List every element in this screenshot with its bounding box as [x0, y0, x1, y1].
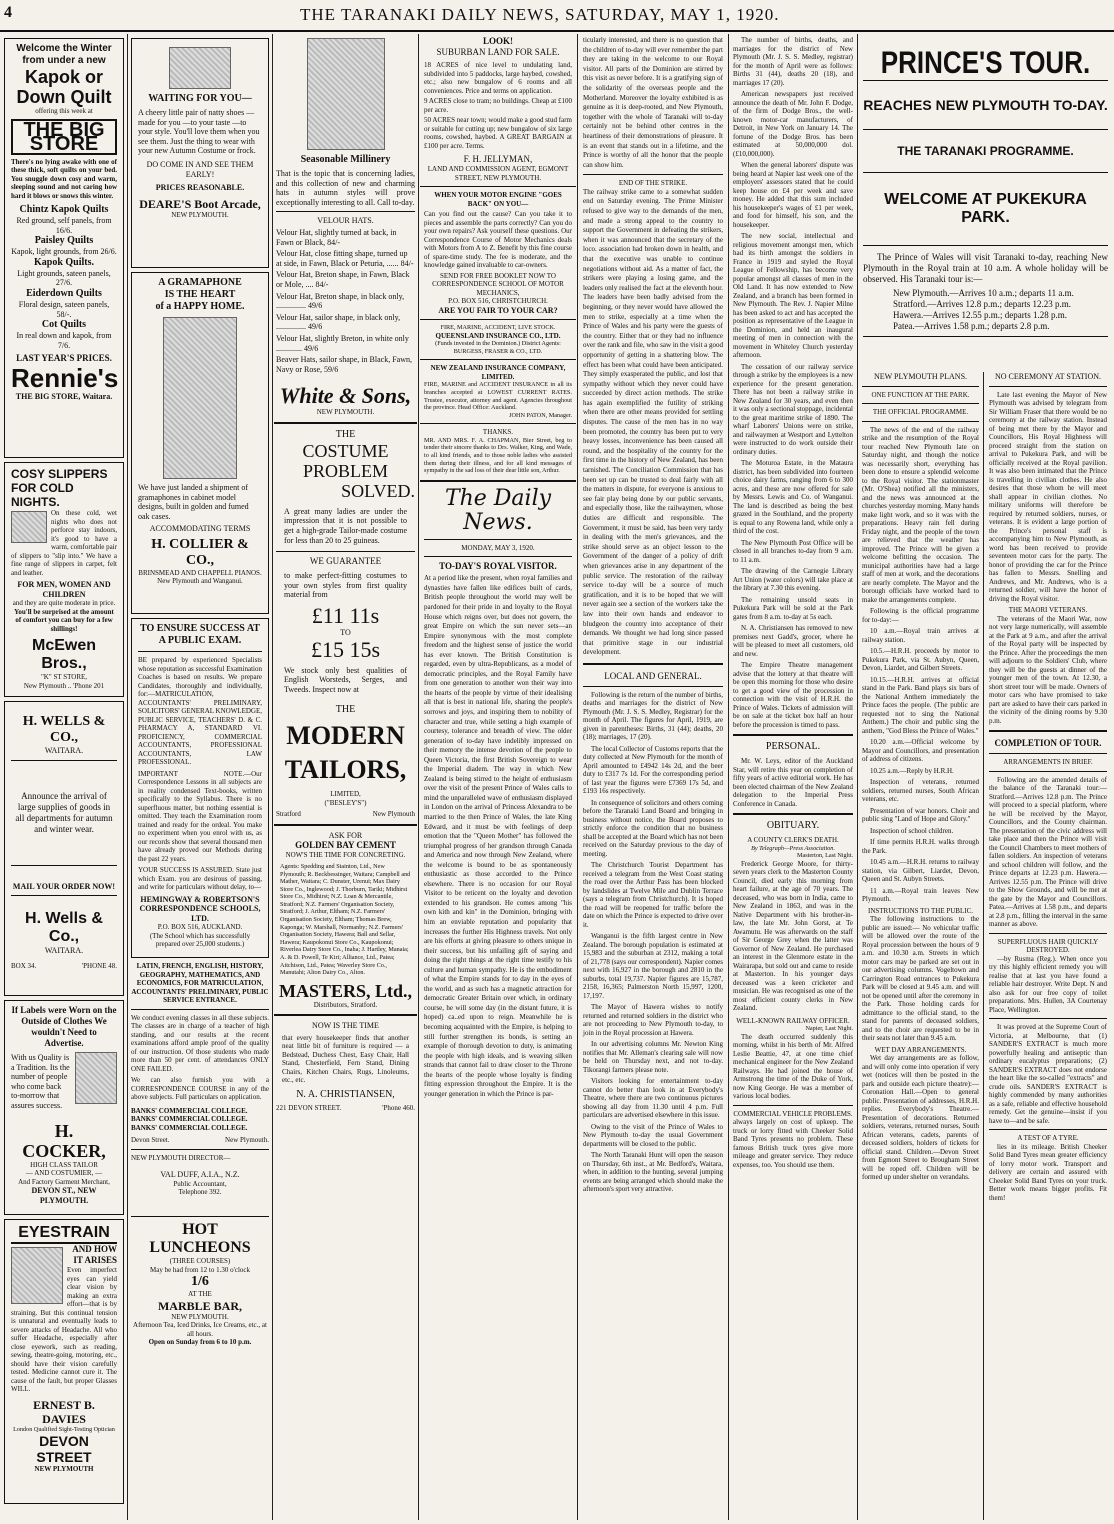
notice-body: MR. AND MRS. F. A. CHAPMAN, Bier Street, beg to tender their sincere thanks to Drs. Walker, King, and Wade, to all kind friends, and to those noble ladies who assisted them during their illness, and for all kind messages of sympathy in the sad loss of their dear little son, Arthur.: [424, 436, 572, 475]
ad-body: Even imperfect eyes can yield clear vision by making an extra effort—that is by straining. But this continual tension is unnatural and eventually leads to severe attacks of Headache. All who suffer Headache, especially after close eyework, such as reading, sewing, theatre-going, motoring, etc., should have their vision carefully tested. Medicine cannot cure it. The cause of the fault, but proper Glasses WILL.: [11, 1266, 117, 1393]
ad-heading: LOOK!: [482, 36, 513, 46]
news-item: The New Plymouth Post Office will be closed in all branches to-day from 9 a.m. to 11 a.m.: [733, 538, 853, 564]
ad-item: Kapok Quilts.: [33, 256, 95, 268]
ad-line: FOR MEN, WOMEN AND CHILDREN: [17, 580, 111, 599]
ad-line: LAND AND COMMISSION AGENT, EGMONT STREET, NEW PLYMOUTH.: [427, 165, 569, 182]
article-subheading: INSTRUCTIONS TO THE PUBLIC.: [867, 906, 973, 915]
notice-heading: THANKS.: [482, 428, 514, 437]
ad-line: BANKS' COMMERCIAL COLLEGE.: [131, 1106, 248, 1115]
article-heading: OBITUARY.: [766, 820, 820, 831]
ad-heading: HOT LUNCHEONS: [149, 1221, 251, 1256]
ad-heading: THE: [335, 704, 356, 716]
news-item: When the general laborers' dispute was being heard at Napier last week one of the employers' assessors stated that he could keep house on £4 per week and save money. He added that this sum included his housekeeper's wages of £1 per week, and food for himself, his son, and the housekeeper.: [733, 161, 853, 229]
ad-line: Devon Street.: [131, 1136, 170, 1144]
ad-line: (The School which has successfully prepared over 25,000 students.): [149, 931, 251, 949]
ad-heading: WE GUARANTEE: [309, 556, 382, 567]
ad-heading: A TEST OF A TYRE.: [1017, 1134, 1079, 1143]
price-item: Velour Hat, close fitting shape, turned up at side, in Fawn, Black or Peturia, ...... 84/-: [276, 249, 414, 268]
ad-heading: Down Quilt: [16, 87, 112, 107]
princes-tour-article: [863, 44, 1108, 337]
programme-item: Inspection of veterans, returned soldiers, returned nurses, South African veterans, etc.: [862, 778, 979, 804]
ad-body: that every housekeeper finds that another neat little bit of furniture is required — a Bedstead, Duchess Chest, Easy Chair, Hall Stand, Chesterfield, Fern Stand, Dining Chairs, Kitchen Chairs, Rugs, Linoleums, etc., etc.: [282, 1033, 409, 1085]
news-item: The drawing of the Carnegie Library Art Union (water colors) will take place at the library at 7.30 this evening.: [733, 567, 853, 592]
ad-line: ACCOMMODATING TERMS: [149, 524, 251, 534]
ad-line: DEVON STREET: [36, 1433, 92, 1466]
ad-body: Afternoon Tea, Iced Drinks, Ice Creams, etc., at all hours.: [133, 1321, 267, 1338]
lady-hat-illustration: [307, 38, 385, 150]
article-headline: PRINCE'S TOUR.: [880, 44, 1091, 80]
slippers-ad: [4, 462, 124, 697]
news-column: [733, 36, 853, 1169]
ad-heading: TAILORS,: [284, 755, 407, 785]
article-body: Late last evening the Mayor of New Plymouth was advised by telegram from Sir William Fraser that there would be no ceremony at the railway station. Instead of being met there by the Mayor and Councillors, His Royal Highness will proceed straight from the station on arrival to Pukekura Park, and will be officially received at the Royal pavilion. It was also been intimated that the Prince is travelling in civilian clothes. He also desires that those whom he will meet shall appear in civilian clothes. No military uniforms will therefore be required by returned soldiers, nurses, or veterans. It is evident a large portion of the Prince's personal staff is accompanying him to New Plymouth, as word has been received to provide seventeen motor cars for the party. The honor of providing the car for the Prince has fallen to Messrs. Snelling and Andrews, and Mr. Andrews, who is a returned soldier, will have the honor of driving the Royal visitor.: [989, 390, 1107, 603]
programme-item: 10 a.m.—Royal train arrives at railway station.: [862, 627, 979, 644]
article-body: Following is the official programme for to-day:—: [862, 607, 979, 624]
article-dateline: Napier, Last Night.: [805, 1025, 853, 1033]
article-body: The railway strike came to a somewhat sudden end on Saturday evening. The Prime Minister refused to give way to the demands of the men, and made a strong appeal to the country to support the Government in defeating the strikers, when it was announced that the secretary of the loco. association had broken down in health, and that the executive was unable to continue negotiations without aid. As a matter of fact, the strikers were playing a losing game, and the leaders only realised the fact at the eleventh hour. The leaders have been badly advised from the beginning, or they never would have allowed the men to strike, especially at a time when the Prince of Wales and his party were the guests of the country. Either that or they had no influence over the rank and file, who saw in the visit a good opportunity of getting in a shattering blow. The effect has been what could have been anticipated. They simply exasperated the public, and lost that sympathy without which they never could have succeeded by direct action methods. The strike has again exemplified the futility of striking when there are other means provided for settling disputes. The cause of the men has in no way been promoted, the country has been put to very heavy losses, inconvenience has been caused all round, and the hospitality of the country for the first time in the history of New Zealand, has been tarnished. The Conciliation Commission that has been set up can be trusted to deal fairly with all the matters in dispute, for everyone is anxious to see fair play being done by our public servants, and especially those, like the railwaymen, whose duties are difficult and responsible. The Government, it must be said, has been very tardy in dealing with the men's grievances, and the strike should serve as an object lesson to the Government of the danger of a policy of drift when grievances arise in any department of the public service. The restoration of the railway service to-day will be a source of much gratification, and it is to be hoped that we will never again see a section of the workers take the law into their own hands and endeavor to bludgeon the country into acceptance of their demands. We thought we had long since passed that primitive stage in our industrial development.: [583, 187, 723, 657]
news-item: The North Taranaki Hunt will open the season on Thursday, 6th inst., at Mr. Bedford's, Waitara, when, in addition to the hunting, several jumping events are being arranged which should make the afternoon's sport very attractive.: [583, 1151, 723, 1194]
ad-line: THE BIG STORE, Waitara.: [15, 392, 113, 402]
news-item: Following is the return of the number of births, deaths and marriages for the district of New Plymouth (Mr. J. S. S. Medley, Registrar) for the month of April. The figures for April, 1919, are given in parentheses: Births, 31 (44); deaths, 20 (18); marriages, 17 (20).: [583, 690, 724, 742]
price: £11 11s: [311, 602, 380, 628]
ad-item: 9 ACRES close to tram; no buildings. Cheap at £100 per acre.: [424, 97, 572, 114]
ad-line: Stratford: [276, 810, 301, 819]
ad-heading: Kapok or: [24, 67, 103, 87]
ad-line: BANKS' COMMERCIAL COLLEGE.: [131, 1115, 248, 1123]
article-headline: REACHES NEW PLYMOUTH TO-DAY.: [863, 97, 1108, 113]
tailor-illustration: [75, 1052, 117, 1104]
masters-cement-ad: [276, 831, 415, 1010]
ad-heading: SUPERFLUOUS HAIR QUICKLY DESTROYED.: [997, 937, 1099, 955]
banks-college-ad: [131, 962, 269, 1212]
column-rule: [418, 34, 419, 1520]
column-4: [420, 34, 576, 1520]
programme-item: 10.20 a.m.—Official welcome by Mayor and Councillors, and presentation of address of citizens.: [862, 738, 979, 764]
ad-heading: ARE YOU FAIR TO YOUR CAR?: [438, 305, 558, 315]
ad-line: Open on Sunday from 6 to 10 p.m.: [148, 1338, 252, 1346]
tour-time: Stratford.—Arrives 12.8 p.m.; departs 12.23 p.m.: [893, 299, 1071, 309]
ad-line: 'Phone 460.: [382, 1103, 415, 1112]
ad-heading: ERNEST B. DAVIES: [33, 1397, 95, 1426]
ad-line: FIRE, MARINE, ACCIDENT, LIVE STOCK.: [440, 324, 556, 332]
eye-illustration: [11, 1247, 63, 1304]
ad-body: Announce the arrival of large supplies of goods in all departments for autumn and winter wear.: [15, 790, 113, 834]
ad-heading: QUEENSLAND INSURANCE CO., LTD.: [435, 331, 561, 340]
column-rule: [272, 34, 273, 1520]
ad-body: always largely on cost of upkeep. The truck or lorry fitted with Cheeker Solid Band Tyres presents no problem. These famous British truck tyres give more mileage and greater service. They reduce expenses, too. You should use them.: [733, 1118, 853, 1169]
ad-body: That is the topic that is concerning ladies, and this collection of new and charming hats in autumn styles will prove exceptionally interesting to all. Call to-day.: [276, 169, 415, 207]
ad-heading: WAITING FOR YOU—: [148, 93, 252, 104]
ad-heading: H. COCKER,: [22, 1120, 106, 1161]
ad-heading: NEW ZEALAND INSURANCE COMPANY, LIMITED.: [430, 364, 566, 381]
price-item: Velour Hat, slightly turned at back, in Fawn or Black, 84/-: [276, 227, 397, 247]
ad-body: We conduct evening classes in all these subjects. The classes are in charge of a teacher of high standing, and our results at the recent examinations afford ample proof of the quality of our instruction. Of those students who made more than 50 per cent. of attendances ONLY ONE FAILED.: [131, 1013, 269, 1073]
ad-line: Public Accountant,: [173, 1179, 227, 1188]
eyestrain-ad: [4, 1219, 124, 1504]
news-item: Owing to the visit of the Prince of Wales to New Plymouth to-day the usual Government departments will be closed to the public.: [583, 1122, 723, 1148]
ad-line: NEW PLYMOUTH.: [171, 210, 229, 219]
news-item: In our advertising columns Mr. Newton King notifies that Mr. Alleman's clearing sale will now be held on Thursday next, and not to-day. Tikorangi farmers please note.: [583, 1040, 723, 1074]
ad-body: Can you find out the cause? Can you take it to pieces and assemble the parts correctly? Can you do your own repairs? Ask yourself these questions. Our Correspondence Course of Motor Mechanics deals with Motors from A to Z. Benefit by this fine course of spare-time study. The fee is moderate, and the knowledge gained invaluable to car-owners.: [424, 210, 572, 269]
column-6: [730, 34, 856, 1520]
ad-heading: TO ENSURE SUCCESS AT A PUBLIC EXAM.: [140, 623, 260, 646]
nz-insurance-ad: [424, 364, 572, 419]
ad-line: NEW PLYMOUTH.: [171, 1312, 229, 1321]
article-subheading: THE OFFICIAL PROGRAMME.: [872, 408, 969, 417]
ad-line: HIGH CLASS TAILOR: [30, 1160, 98, 1169]
news-item: The Empire Theatre management advise that the lottery at that theatre will be open this morning for those who desire to get a good view of the procession in connection with the visit of H.R.H. the Prince of Wales. Tickets of admission will be on sale at the ticket box half an hour before the procession is timed to pass.: [733, 661, 853, 729]
ad-body: A cheery little pair of natty shoes —made for you —to your taste —to your style. You'll love them when you see them. Just the thing to wear with your new Autumn Costume or frock.: [138, 108, 260, 156]
ad-line: 221 DEVON STREET.: [276, 1103, 342, 1112]
ad-heading: of a HAPPY HOME.: [155, 301, 245, 312]
article-subheading: WET DAY ARRANGEMENTS.: [874, 1045, 967, 1054]
ad-heading: H. COLLIER & CO.,: [151, 536, 249, 568]
news-item: The death occurred suddenly this morning, whilst in his berth of Mr. Alfred Leslie Beattie, 47, at one time chief mechanical engineer for the New Zealand Railways. He had joined the house of Armstrong the time of the Duke of York, now King George. He was a member of various local bodies.: [733, 1032, 853, 1101]
ad-heading: HEMINGWAY & ROBERTSON'S CORRESPONDENCE SCHOOLS, LTD.: [139, 894, 261, 923]
ad-body: lies in its mileage. British Cheeker Solid Band Tyres mean greater efficiency of lorry motor work. Transport and delivery are certain and assured with Cheeker Solid Band Tyres on your truck. Better work means bigger profits. Fit them!: [989, 1142, 1107, 1202]
column-rule: [127, 34, 128, 1520]
masthead: [0, 0, 1114, 32]
gramophone-illustration: [163, 317, 237, 479]
ad-line: Telephone 392.: [178, 1188, 222, 1197]
ad-line: AT THE: [188, 1290, 212, 1298]
ad-item: Paisley Quilts: [34, 235, 94, 247]
news-item: The remaining unsold seats in Pukekura Park will be sold at the Park gates from 8 a.m. to-day at 5s each.: [733, 595, 853, 621]
ad-line: DEVON ST., NEW PLYMOUTH.: [31, 1186, 97, 1205]
article-intro: The Prince of Wales will visit Taranaki to-day, reaching New Plymouth in the Royal train at 10 a.m. A whole holiday will be observed. His Taranaki tour is:—: [863, 252, 1108, 284]
ad-line: New Plymouth: [372, 810, 415, 819]
ad-item: Chintz Kapok Quilts: [19, 204, 109, 215]
ad-item-detail: In real down and kapok, from 7/6.: [16, 331, 112, 350]
column-1: [2, 34, 126, 1520]
ad-heading: F. H. JELLYMAN,: [463, 154, 533, 164]
column-rule: [983, 372, 984, 1520]
column-rule: [577, 34, 578, 1520]
ad-body: On these cold, wet nights who does not perforce stay indoors, it's good to have a warm, comfortable pair of slippers to "slip into." We have a fine range of slippers in carpet, felt and leather.: [11, 509, 117, 577]
editorial: [424, 487, 572, 1100]
kapok-quilt-ad: [4, 38, 124, 458]
column-5: [579, 34, 727, 1520]
new-plymouth-plans: [859, 372, 982, 1520]
programme-item: 10.45 a.m.—H.R.H. returns to railway station, via Gilbert, Liardet, Devon, Queen and St. Aubyn Streets.: [862, 858, 979, 884]
article-body: Following are the amended details of the balance of the Taranaki tour:— Stratford.—Arrives 12.8 p.m. The Prince will proceed to a special platform, where he will be received by the Mayor, Councillors, and the County chairman. The presentation of the civic address will take place and then the Prince will visit the Council Chambers to meet mothers of fallen soldiers. An inspection of veterans and school children will follow, and the Prince departs at 12.23 p.m. Hawera.—Arrives 12.55 p.m. The Prince will drive to the Show Grounds, and will be met at the gate by the Mayor and Councillors. Patea.—Arrives at 1.58 p.m., and departs at 2.8 p.m., filling the interval in the same manner as above.: [989, 775, 1107, 929]
ad-line: London Qualified Sight-Testing Optician: [13, 1425, 115, 1433]
ad-line: WAITARA.: [44, 746, 84, 755]
news-item: The local Collector of Customs reports that the duty collected at New Plymouth for the month of April amounted to £4942 14s 2d, and the beer duty to £317 7s 1d. For the corresponding period of last year the figures were £7369 17s 5d, and £193 16s respectively.: [583, 744, 723, 796]
ad-line: New Plymouth and Wanganui.: [157, 577, 243, 586]
programme-item: 11 a.m.—Royal train leaves New Plymouth.: [862, 886, 979, 904]
ad-line: NEW PLYMOUTH DIRECTOR—: [131, 1153, 231, 1162]
ad-line: and they are quite moderate in price.: [12, 599, 116, 608]
ad-body: IMPORTANT NOTE.—Our Correspondence Lessons in all subjects are in reality condensed Text-books, written specifically to the Syllabus. There is no superfluous matter, but nothing essential is omitted. They teach the Examination room trained and ready for the ordeal. You make no experiment when you enrol with us, as our records show that several thousand men have already proved our Methods during the past 22 years.: [138, 769, 262, 863]
ad-line: New Plymouth.: [225, 1136, 269, 1144]
article-subheading: WELL-KNOWN RAILWAY OFFICER.: [736, 1016, 850, 1025]
news-item: The cessation of our railway service through a strike by the employees is a new experience for the present generation. There has not been a railway strike in New Zealand for 30 years, and even then it was only a sectional stoppage, incidental to the great maritime strike of 1890. The wharf Laborers' Unions were on strike, and railwaymen at Westport and Lyttelton were instructed to do work outside their ordinary duties.: [733, 362, 853, 456]
modern-tailors-ad: [276, 429, 415, 819]
ad-heading: MODERN: [286, 721, 405, 751]
article-body: The veterans of the Maori War, now not very large numerically, will assemble at the Park at 9 a.m., and after the arrival of the Royal party will be inspected by the Prince. After the proceedings the men will adjourn to the Soldiers' Club, where they will be the guests at dinner of the younger men of the town. At 12.30, a short street tour will be made. Owners of motor cars who have promised to take part are asked to have their cars parked in the vicinity of the dining rooms by 9.30 p.m.: [989, 614, 1107, 725]
ad-body: We have just landed a shipment of gramaphones in cabinet model designs, built in golden and fumed oak cases.: [138, 483, 249, 521]
article-heading: END OF THE STRIKE.: [618, 179, 688, 188]
mcewen-logo: McEwen Bros.,: [31, 637, 96, 673]
news-item: In consequence of solicitors and others coming before the Taranaki Land Board and bringing in business without notice, the Board proposes to strictly enforce the condition that no business shall be accepted at the Board which has not been received on the Saturday previous to the day of meeting.: [583, 798, 723, 858]
ad-line: May be had from 12 to 1.30 o'clock: [149, 1265, 251, 1274]
programme-item: 10.15.—H.R.H. arrives at official stand in the Park. Band plays six bars of the National Anthem immediately the Prince faces the people. (The public are requested not to sing the National Anthem.) The choir and public sing the anthem, "God Bless the Prince of Wales.": [862, 675, 979, 735]
article-subheading: ONE FUNCTION AT THE PARK.: [871, 390, 970, 399]
ad-line: JOHN PATON, Manager.: [509, 411, 572, 419]
ad-item-detail: Light grounds, sateen panels, 27/6.: [17, 268, 111, 288]
land-sale-ad: [424, 36, 572, 182]
ad-body: BE prepared by experienced Specialists whose reputation as successful Examination Coaches is based on results. We prepare Candidates, thoroughly and individually, for:—MATRICULATION, ACCOUNTANTS' PRELIMINARY, SOLICITORS' GENERAL KNOWLEDGE, PUBLIC SERVICE, TEACHERS' D. & C. PHARMACY A, STANDARD VI. PROFICIENCY, COMMERCIAL ACCOUNTANTS, PROFESSIONAL ACCOUNTANTS, LAW PROFESSIONAL.: [138, 656, 262, 766]
programme-item: 10.25 a.m.—Reply by H.R.H.: [870, 766, 954, 775]
article-subheading: A COUNTY CLERK'S DEATH.: [747, 836, 839, 844]
ad-heading: IS THE HEART: [164, 289, 236, 300]
ad-line: 1/6: [191, 1274, 209, 1289]
news-item: Visitors looking for entertainment to-day cannot do better than look in at Everybody's Theatre, where there are two continuous pictures showing all day from 11.30 until 4 p.m. Full particulars are advertised elsewhere in this issue.: [583, 1077, 723, 1120]
ad-line: AND HOW IT ARISES: [72, 1244, 117, 1265]
tour-time: Patea.—Arrives 1.58 p.m.; departs 2.8 p.m.: [893, 321, 1050, 331]
shoe-illustration: [169, 47, 231, 89]
article-heading: TO-DAY'S ROYAL VISITOR.: [439, 561, 557, 572]
ad-heading: H. Wells & Co.,: [25, 910, 103, 946]
cocker-ad: [4, 1000, 124, 1215]
price-item: Velour Hat, sailor shape, in black only, ............... 49/6: [276, 312, 401, 332]
news-item: N. A. Christiansen has removed to new premises next Gadd's, grocer, where he will be pleased to meet all customers, old and new.: [733, 624, 853, 658]
ad-item-detail: Kapok, light grounds, from 26/6.: [11, 247, 117, 257]
programme-item: If time permits H.R.H. walks through the Park.: [862, 838, 979, 855]
ad-line: New Plymouth .. 'Phone 201: [23, 681, 105, 690]
price-item: Velour Hat, slightly Breton, in white only ............. 49/6: [276, 333, 409, 353]
ad-heading: THE: [335, 428, 356, 440]
ad-line: BOX 34.: [11, 961, 37, 970]
ad-heading: EYESTRAIN: [11, 1224, 117, 1244]
slipper-illustration: [11, 511, 47, 543]
ad-line: DO COME IN AND SEE THEM EARLY!: [146, 159, 254, 179]
christiansen-ad: [276, 1021, 415, 1112]
ad-heading: VAL DUFF, A.I.A., N.Z.: [160, 1170, 240, 1179]
programme-item: Presentation of war honors. Choir and public sing "Land of Hope and Glory.": [862, 806, 979, 824]
ad-heading: MARBLE BAR,: [157, 1298, 242, 1313]
ad-heading: MASTERS, Ltd.,: [278, 980, 413, 1001]
ad-body: to make perfect-fitting costumes to your own styles from first quality material from: [284, 571, 407, 600]
ad-heading: A GRAMAPHONE: [158, 277, 242, 288]
ad-heading: LATIN, FRENCH, ENGLISH, HISTORY, GEOGRAPHY, MATHEMATICS, AND ECONOMICS, FOR MATRICULATION, ACCOUNTANTS' PRELIMINARY, PUBLIC SERVICE ENTRANCE.: [131, 962, 269, 1004]
white-sons-millinery-ad: [276, 38, 415, 417]
ad-line: NEW PLYMOUTH: [34, 1465, 94, 1474]
article-subheading: COMPLETION OF TOUR.: [994, 738, 1102, 749]
ad-line: Welcome the Winter: [16, 43, 112, 54]
ad-body: With us Quality is a Tradition. Its the number of people who come back to-morrow that assures success.: [11, 1053, 70, 1110]
ad-heading: GOLDEN BAY CEMENT: [295, 840, 396, 851]
ad-heading: NOW IS THE TIME: [312, 1021, 379, 1031]
ad-heading: If Labels were Worn on the Outside of Clothes We wouldn't Need to Advertise.: [11, 1005, 117, 1048]
ad-line: WAITARA.: [44, 946, 84, 956]
article-body: At a period like the present, when royal families and dynasties have fallen like edifices built of cards, British people throughout the world may well be pardoned for their pride in and loyalty to the Royal House which reigns over, but does not govern, the great Empire on which the sun never sets—an Empire synonymous with the most complete freedom and the highest sense of justice the world has ever known. The British Constitution is regarded, even by ultra-Republicans, as a model of democratic principles, and the Royal Family have from one generation to another won their way into the hearts of the people by virtue of their idealising all that is best in national life, sharing the people's sorrows and joys, and inspiring them to nobility of character and true, while setting a high example of courtesy, tolerance and breadth of view. The older generation of to-day have indelibly impressed on their memory the intense devotion of the people to Queen Victoria, the first British Sovereign to wear the Imperial diadem. The way in which New Zealand is being stirred to the height of enthusiasm over the visit of the present Prince of Wales calls to mind the unparalleled wave of enthusiasm displayed in London on the arrival of Princess Alexandra to be married to the then Prince of Wales, the late King Edward, and it must be with feelings of deep emotion that the "Queen Mother" has followed the triumphal progress of her grandson through Canada and America and now through New Zealand, where the welcome is bound to be as spontaneously enthusiastic as those accorded to the Prince elsewhere. There is no occasion for our Royal Visitor to be reticent on the loyalty and devotion extended to his grandson. He comes among "his own kith and kin" in the Dominion, bringing with him an enviable reputation and popularity that increases the further His Highness travels. Not only are his efforts at giving pleasure to others unique in their success, but his unfailing gift of saying and doing the right things at the right time testify to his culture and human sympathy. He is the embodiment of what the Empire stands for to day in the eyes of the world, and as such has a magnetic attraction for democratic Greater Britain over which, in ordinary course, he will some day (in the distant future, it is hoped) ca..ed upon to reign. Meanwhile he is becoming acquainted with the Empire, is helping to still further strengthen its bonds, is setting an example of thorough devotion to duty, is animating the people with high ideals, and is weaving silken strands that cannot fail to draw closer to the Throne the hearts of the people whose loyalty is finding fitting expression throughout the Empire. It is the younger generation in which the Prince is par-: [424, 574, 572, 1098]
ad-line: ASK FOR: [328, 830, 363, 840]
news-item: The Mayor of Hawera wishes to notify returned and returned soldiers in the district who are not proceeding to New Plymouth to-day, to join in the Royal procession at Hawera.: [583, 1003, 723, 1037]
ad-heading: PROBLEM: [302, 460, 389, 481]
article-body: Wet day arrangements are as follow, and will only come into operation if very wet (notices will then be posted in the park and outside each picture theatre):— Coronation Hall.—Open to general public. Presentation of addresses, H.R.H. replies. Everybody's Theatre.—Presentation of decorations. Returned soldiers, veterans, returned nurses, South African veterans, cadets, parents of deceased soldiers, holders of tickets for official stand. Children.—Devon Street from Egmont Street to Brougham Street will be roped off. Children will be formed up under shelter on verandahs.: [862, 1054, 979, 1182]
news-item: Mr. W. Leys, editor of the Auckland Star, will retire this year on completion of fifty years of active editorial work. He has been elected chairman of the New Zealand delegation to the Imperial Press Conference in Canada.: [733, 757, 853, 808]
article-subheading: NO CEREMONY AT STATION.: [994, 372, 1102, 381]
article-heading: PERSONAL.: [765, 741, 821, 752]
ad-line: (THREE COURSES): [169, 1257, 231, 1265]
ad-item: Eiderdown Quilts: [26, 287, 102, 299]
column-2: [129, 34, 271, 1520]
price-item: Beaver Hats, sailor shape, in Black, Fawn, Navy or Rose, 59/6: [276, 355, 412, 374]
ad-heading: COSY SLIPPERS FOR COLD NIGHTS.: [11, 467, 108, 509]
article-heading: LOCAL AND GENERAL.: [604, 670, 702, 681]
article-headline: WELCOME AT PUKEKURA PARK.: [884, 191, 1087, 226]
article-body: The following instructions to the public are issued:— No vehicular traffic will be allowed over the route of the Royal procession between the hours of 9 a.m. and 10.30 a.m. Streets in which motor cars may be parked are set out in our advertising columns. Vogeltown and Carrington Road entrances to Pukekura Park will be closed at 9.45 a.m. and will not be opened until after the ceremony in the Park. Those holding cards for admittance to the official stand, to the stand for parents of deceased soldiers, and to the choir are requested to be in their seats not later than 9.45 a.m.: [862, 915, 979, 1043]
exam-coaching-ad: [131, 618, 269, 958]
news-item: Frederick George Moore, for thirty-seven years clerk to the Masterton County Council, died early this morning from heart failure, at the age of 70 years. The deceased, who was born in India, came to New Zealand in 1863, and was in the Native Department with his brother-in-law, the late Mr. John Gorst, at Te Awamutu. He was afterwards on the staff of Sir George Grey when the latter was Governor of New Zealand. He purchased an interest in the Glenmore estate in the Wairarapa, but sold out and came to reside at Masterton. In his younger days deceased was a keen cricketer and musician. He was recognised as one of the most efficient county clerks in New Zealand.: [733, 859, 853, 1013]
ad-item-detail: Floral design, sateen panels, 58/-.: [18, 299, 110, 319]
ad-heading: WHEN YOUR MOTOR ENGINE "GOES BACK" ON YOU—: [434, 191, 562, 208]
ad-line: BANKS' COMMERCIAL COLLEGE.: [131, 1123, 248, 1132]
ad-line: P.O. BOX 516, AUCKLAND.: [157, 923, 243, 932]
collier-gramophone-ad: [131, 272, 269, 614]
article-body: The news of the end of the railway strike and the resumption of the Royal tour reached New Plymouth late on Saturday night, and though the notice was necessarily short, everything has been done to ensure a splendid welcome to the Royal visitor. The stationmaster (Mr. O'Shea) notified all the ministers, and the news was announced at the churches yesterday morning. Many hands make light work, and so it was with the preparations. Heavy rain fell during Friday night, and the people of the town are relieved that the weather has improved. The Prince will be given a welcome befitting the occasion. The municipal authorities have had a large staff of men at work, and the decorations are nearly complete. The Mayor and the borough officials have worked hard to make the arrangements complete.: [862, 425, 979, 604]
news-item: The new social, intellectual and religious movement amongst men, which had its birth amongst the soldiers in France in 1919 and styled the Royal League of Fellowship, has become very popular amongst all classes of men in the Old Land. It has now extended to New Zealand, and a branch has been formed in New Plymouth. The Rev. J. Napier Milne has been asked to act and has accepted the position as representative of the League in the Dominion, and held an inaugural meeting of men in connection with the movement in Whiteley Church yesterday afternoon.: [733, 232, 853, 359]
article-headline: THE TARANAKI PROGRAMME.: [897, 144, 1074, 158]
article-subheading: ARRANGEMENTS IN BRIEF.: [1003, 758, 1093, 767]
programme-item: Inspection of school children.: [870, 826, 954, 835]
ad-body: —by Rusma (Reg.). When once you try this highly efficient remedy you will realise that at last you have found a reliable hair destroyer. Write Dept. N and also ask for our free copy of toilet preparations. Mrs. Hullen, 3A Courtenay Place, Wellington.: [989, 954, 1107, 1014]
ad-heading: COMMERCIAL VEHICLE PROBLEMS.: [733, 1109, 853, 1118]
ad-heading: VELOUR HATS.: [317, 216, 374, 226]
ad-body: It was proved at the Supreme Court of Victoria, at Melbourne, that (1) SANDER'S EXTRACT is much more powerfully healing and antiseptic than ordinary eucalyptus preparations; (2) SANDER'S EXTRACT does not endorse the heart like the so-called "extracts" and crude oils. SANDER'S EXTRACT is highly commended by many authorities as a safe, reliable and effective household remedy. Get the genuine—insist if you have to—and be safe.: [989, 1023, 1107, 1125]
newspaper-title: THE TARANAKI DAILY NEWS, SATURDAY, MAY 1, 1920.: [300, 5, 780, 24]
ad-line: And Factory Garment Merchant,: [18, 1177, 110, 1186]
column-3: [274, 34, 417, 1520]
ad-body: We can also furnish you with a CORRESPONDENCE COURSE in any of the above subjects. Full particulars on application.: [131, 1076, 269, 1101]
page-number: 4: [4, 4, 12, 21]
ad-line: BURGESS, FRASER & CO., LTD.: [453, 347, 543, 355]
ad-item: Cot Quilts: [41, 319, 87, 331]
article-subheading: THE MAORI VETERANS.: [1008, 606, 1088, 615]
programme-item: 10.5.—H.R.H. proceeds by motor to Pukekura Park, via St. Aubyn, Queen, Devon, Liardet, and Gilbert Streets.: [862, 647, 979, 673]
tour-time: New Plymouth.—Arrives 10 a.m.; departs 11 a.m.: [893, 288, 1074, 298]
queensland-insurance-ad: [424, 324, 572, 355]
ad-line: LIMITED,: [330, 790, 361, 799]
ad-heading: COSTUME: [302, 440, 389, 461]
news-item: Wanganui is the fifth largest centre in New Zealand. The borough population is estimated at 15,983 and the suburban at 2312, making a total of 21,778 (says our correspondent). Napier comes next with 16,927 in the borough and 2810 in the suburbs, total 19,737. Napier figures are 15,787, 2158, 16,365; Palmerston North 15,997, 1200, 17,197.: [583, 932, 723, 1000]
article-body: ticularly interested, and there is no question that the children of to-day will ever remember the part they are taking in the welcome to our Royal visitor. All parts of the Dominion are stirred by this visit as never before. It is a gratifying sign of the solidarity of the overseas people and the Motherland. Moreover the loyalty exhibited is as genuine as it is deep-rooted, and New Plymouth, together with the whole of Taranaki will to-day certainly not be behind other centres in the heartiness of their demonstrations of pleasure. It is an event that stands out in a lifetime, and the Prince is worthy of all the honor that the people can show him.: [583, 36, 723, 169]
thanks-notice: [424, 428, 572, 474]
ad-line: 'PHONE 48.: [81, 961, 117, 970]
ad-heading: DEARE'S Boot Arcade,: [139, 196, 261, 211]
agent-list: Agents: Spedding and Stainton, Ltd., New Plymouth; R. Beckbessinger, Waitara; Campbell and Mather, Waitara; C. Dunster, Urenui; Max Dairy Store Co., Inglewood; J. Thorburn, Tariki; Midhirst Store Co., Midhirst; N.Z. Loan & Mercantile, Stratford; N.Z. Farmers' Organisation Society, Stratford; J. Arthur, Eltham; N.Z. Farmers' Organisation Society, Eltham; Thomas Brew, Kaponga; W. Marshall, Normanby; N.Z. Farmers' Organisation Society, Hawera; Ball and Sellar, Hawera; Kaupokonui Store Co., Kaupokonui; Riverlea Dairy Store Co., Inaha; J. Hartley, Manaia; A. & D. Powell, Te Kiri; Alliance, Ltd., Patea; Aitchison, Ltd., Patea; Waverley Store Co., Manutahi; Alton Dairy Co., Alton.: [280, 862, 411, 977]
news-item: The Christchurch Tourist Department has received a telegram from the West Coast stating the road over the Arthur Pass has been blocked by landslides at Twelve Mile and Dublin Terrace (says a telegram from Christchurch). It is hoped the road will be reopened for traffic before the date on which the Prince is expected to drive over it.: [583, 861, 723, 929]
ad-body: There's no lying awake with one of these thick, soft quilts on your bed. You snuggle down cosy and warm, sleeping sound and not caring how hard it blows or snows this winter.: [11, 157, 117, 200]
paper-nameplate: The Daily News.: [444, 485, 552, 535]
ad-line: You'll be surprised at the amount of comfort you can buy for a few shillings!: [14, 607, 114, 633]
price: £15 15s: [310, 636, 381, 662]
ad-item: 18 ACRES of nice level to undulating land, subdivided into 5 paddocks, large haybed, cowshed, etc.; also new bungalow of 6 rooms and all conveniences. Price and terms on application.: [424, 61, 572, 95]
article-subheading: NEW PLYMOUTH PLANS.: [873, 372, 968, 381]
ad-line: offering this week at: [35, 107, 93, 115]
ad-line: (Funds invested in the Dominion.) District Agents:: [435, 340, 561, 348]
ad-line: ("BESLEY'S"): [324, 798, 367, 807]
rennies-logo: Rennie's: [11, 363, 119, 394]
ad-heading: H. WELLS & CO.,: [22, 714, 106, 745]
ad-line: from under a new: [22, 55, 106, 66]
ad-line: NEW PLYMOUTH.: [316, 408, 375, 417]
ad-line: P.O. BOX 516, CHRISTCHURCH.: [448, 297, 548, 305]
big-store-logo: THE BIG STORE: [11, 119, 117, 155]
column-rule: [728, 34, 729, 1520]
editorial-date: MONDAY, MAY 3, 1920.: [461, 543, 535, 552]
wells-ad: [4, 701, 124, 996]
station-news: [986, 372, 1110, 1520]
ad-line: PRICES REASONABLE.: [155, 183, 245, 193]
tour-time: Hawera.—Arrives 12.55 p.m.; departs 1.28 p.m.: [893, 310, 1067, 320]
ad-line: "K" ST STORE,: [40, 673, 88, 682]
ad-line: MAIL YOUR ORDER NOW!: [12, 881, 116, 891]
ad-heading: N. A. CHRISTIANSEN,: [296, 1088, 395, 1100]
ad-body: FIRE, MARINE and ACCIDENT INSURANCE in all its branches accepted at LOWEST CURRENT RATES. Trustee, executor, attorney and agent. Agencies throughout the province. Head Office: Auckland.: [424, 381, 572, 412]
article-dateline: Masterton, Last Night.: [796, 852, 853, 860]
price-item: Velour Hat, Breton shape, in black only, ............... 49/6: [276, 291, 405, 311]
ad-body: YOUR SUCCESS IS ASSURED. State just which Exam. you are desirous of passing, and write for particulars without delay, to—: [138, 866, 262, 891]
ad-heading: SOLVED.: [341, 480, 415, 501]
ad-line: TO: [340, 627, 351, 637]
ad-line: SEND FOR FREE BOOKLET NOW TO: [440, 271, 556, 280]
article-dateline: By Telegraph—Press Association.: [751, 844, 835, 852]
ad-line: — AND COSTUMIER, —: [25, 1169, 103, 1178]
column-7: [859, 34, 1112, 1520]
ad-item-detail: Red ground, self panels, from 16/6.: [16, 216, 112, 235]
ad-item: 50 ACRES near town; would make a good stud farm or suitable for cutting up; new bungalow of six large rooms, cowshed, haybed. A GREAT BARGAIN at £100 per acre. Terms.: [424, 116, 572, 150]
marble-bar-ad: [131, 1216, 269, 1347]
news-item: American newspapers just received announce the death of Mr. John F. Dodge, of the firm of Dodge Bros., the well-known motor-car manufacturers, of Detroit, in New York on January 14. The fortune of the Dodge Bros. has been estimated at 50,000,000 dol. (£10,000,000).: [733, 90, 853, 158]
column-rule: [857, 34, 858, 1520]
ad-heading: Seasonable Millinery: [300, 154, 391, 165]
ad-line: CORRESPONDENCE SCHOOL OF MOTOR MECHANICS,: [432, 280, 564, 297]
ad-heading: SUBURBAN LAND FOR SALE.: [436, 47, 560, 57]
ad-body: A great many ladies are under the impression that it is not possible to get a high-grade Tailor-made costume for less than 20 to 25 guineas.: [284, 506, 407, 545]
news-item: The Moturoa Estate, in the Mataura district, has been subdivided into fourteen choice dairy farms, ranging from 6 to 300 acres, and these are now offered for sale by Messrs. Lewis and Co. of Wanganui. The land is described as being the best grazed in the Southland, and the property is equal to any Rowena land, while only a third of the cost.: [733, 459, 853, 535]
white-sons-logo: White & Sons,: [279, 383, 412, 409]
motor-school-ad: [424, 191, 572, 315]
editorial-continued: [583, 36, 723, 1194]
ad-body: We stock only best qualities of English Worsteds, Serges, and Tweeds. Inspect now at: [284, 665, 407, 694]
ad-line: NOW'S THE TIME FOR CONCRETING.: [285, 851, 406, 860]
ad-line: LAST YEAR'S PRICES.: [16, 353, 112, 364]
price-item: Velour Hat, Breton shape, in Fawn, Black or Mole, .... 84/-: [276, 270, 410, 289]
deare-boot-ad: [131, 38, 269, 268]
news-item: The number of births, deaths, and marriages for the district of New Plymouth (Mr. J. S. S. Medley, registrar) for the month of April were as follows: Births 31 (44), deaths 20 (18), and marriages 17 (20).: [733, 36, 853, 87]
ad-line: Distributors, Stratford.: [313, 1000, 378, 1009]
ad-line: BRINSMEAD AND CHAPPELL PIANOS.: [138, 568, 262, 577]
